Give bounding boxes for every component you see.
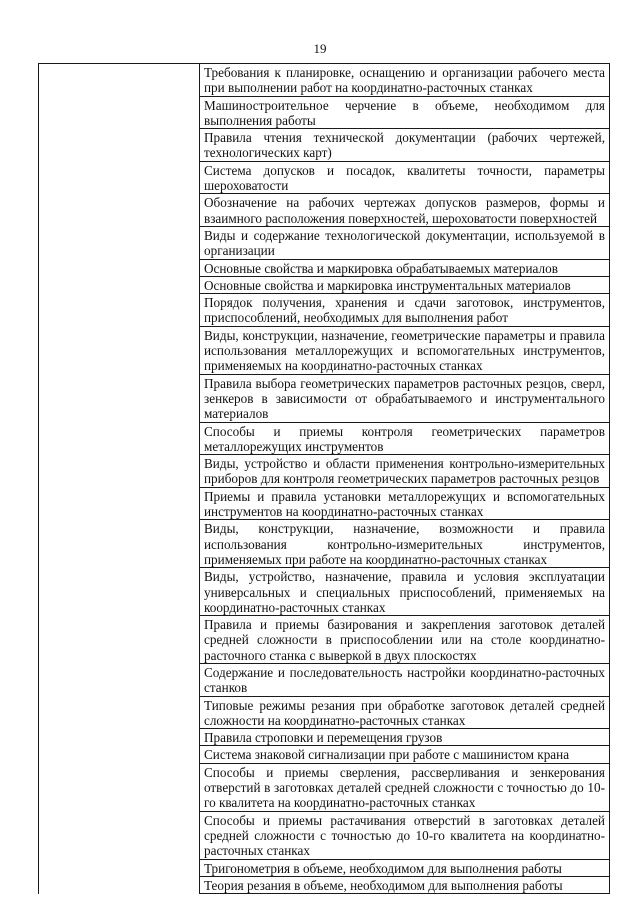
requirement-cell: Обозначение на рабочих чертежах допусков размеров, формы и взаимного расположения поверхностей, шероховатости поверхностей xyxy=(200,194,610,227)
requirement-cell: Способы и приемы растачивания отверстий в заготовках деталей средней сложности с точностью до 10-го квалитета на координатно-расточных станках xyxy=(200,811,610,859)
requirement-cell: Виды, конструкции, назначение, возможности и правила использования контрольно-измерительных инструментов, применяемых при работе на координатно-расточных станках xyxy=(200,520,610,568)
requirement-cell: Основные свойства и маркировка инструментальных материалов xyxy=(200,276,610,293)
requirement-cell: Виды, устройство, назначение, правила и условия эксплуатации универсальных и специальных приспособлений, применяемых на координатно-расточных станках xyxy=(200,568,610,616)
requirement-cell: Система допусков и посадок, квалитеты точности, параметры шероховатости xyxy=(200,161,610,194)
requirement-cell: Виды, устройство и области применения контрольно-измерительных приборов для контроля геометрических параметров расточных резцов xyxy=(200,455,610,488)
requirement-cell: Правила чтения технической документации (рабочих чертежей, технологических карт) xyxy=(200,129,610,162)
table-body xyxy=(39,64,610,894)
requirement-cell: Виды, конструкции, назначение, геометрические параметры и правила использования металлорежущих и вспомогательных инструментов, применяемых на координатно-расточных станках xyxy=(200,326,610,374)
requirement-cell: Приемы и правила установки металлорежущих и вспомогательных инструментов на координатно-расточных станках xyxy=(200,487,610,520)
requirement-cell: Теория резания в объеме, необходимом для выполнения работы xyxy=(200,876,610,893)
requirement-cell: Требования к планировке, оснащению и организации рабочего места при выполнении работ на координатно-расточных станках xyxy=(200,64,610,97)
label-column-cell xyxy=(39,64,200,894)
table-row xyxy=(39,64,610,97)
requirement-cell: Способы и приемы контроля геометрических параметров металлорежущих инструментов xyxy=(200,422,610,455)
requirement-cell: Правила выбора геометрических параметров расточных резцов, сверл, зенкеров в зависимости от обрабатываемого и инструментального материалов xyxy=(200,374,610,422)
requirement-cell: Виды и содержание технологической документации, используемой в организации xyxy=(200,226,610,259)
requirement-cell: Типовые режимы резания при обработке заготовок деталей средней сложности на координатно-расточных станках xyxy=(200,696,610,729)
requirement-cell: Содержание и последовательность настройки координатно-расточных станков xyxy=(200,663,610,696)
requirement-cell: Основные свойства и маркировка обрабатываемых материалов xyxy=(200,259,610,276)
knowledge-requirements-table xyxy=(38,63,610,894)
requirement-cell: Способы и приемы сверления, рассверливания и зенкерования отверстий в заготовках деталей средней сложности с точностью до 10-го квалитета на координатно-расточных станках xyxy=(200,763,610,811)
requirement-cell: Тригонометрия в объеме, необходимом для выполнения работы xyxy=(200,859,610,876)
requirement-cell: Машиностроительное черчение в объеме, необходимом для выполнения работы xyxy=(200,96,610,129)
requirement-cell: Система знаковой сигнализации при работе с машинистом крана xyxy=(200,746,610,763)
page-number: 19 xyxy=(313,41,327,56)
requirement-cell: Правила строповки и перемещения грузов xyxy=(200,729,610,746)
requirement-cell: Порядок получения, хранения и сдачи заготовок, инструментов, приспособлений, необходимых для выполнения работ xyxy=(200,294,610,327)
requirement-cell: Правила и приемы базирования и закрепления заготовок деталей средней сложности в приспособлении или на столе координатно-расточного станка с выверкой в двух плоскостях xyxy=(200,616,610,664)
